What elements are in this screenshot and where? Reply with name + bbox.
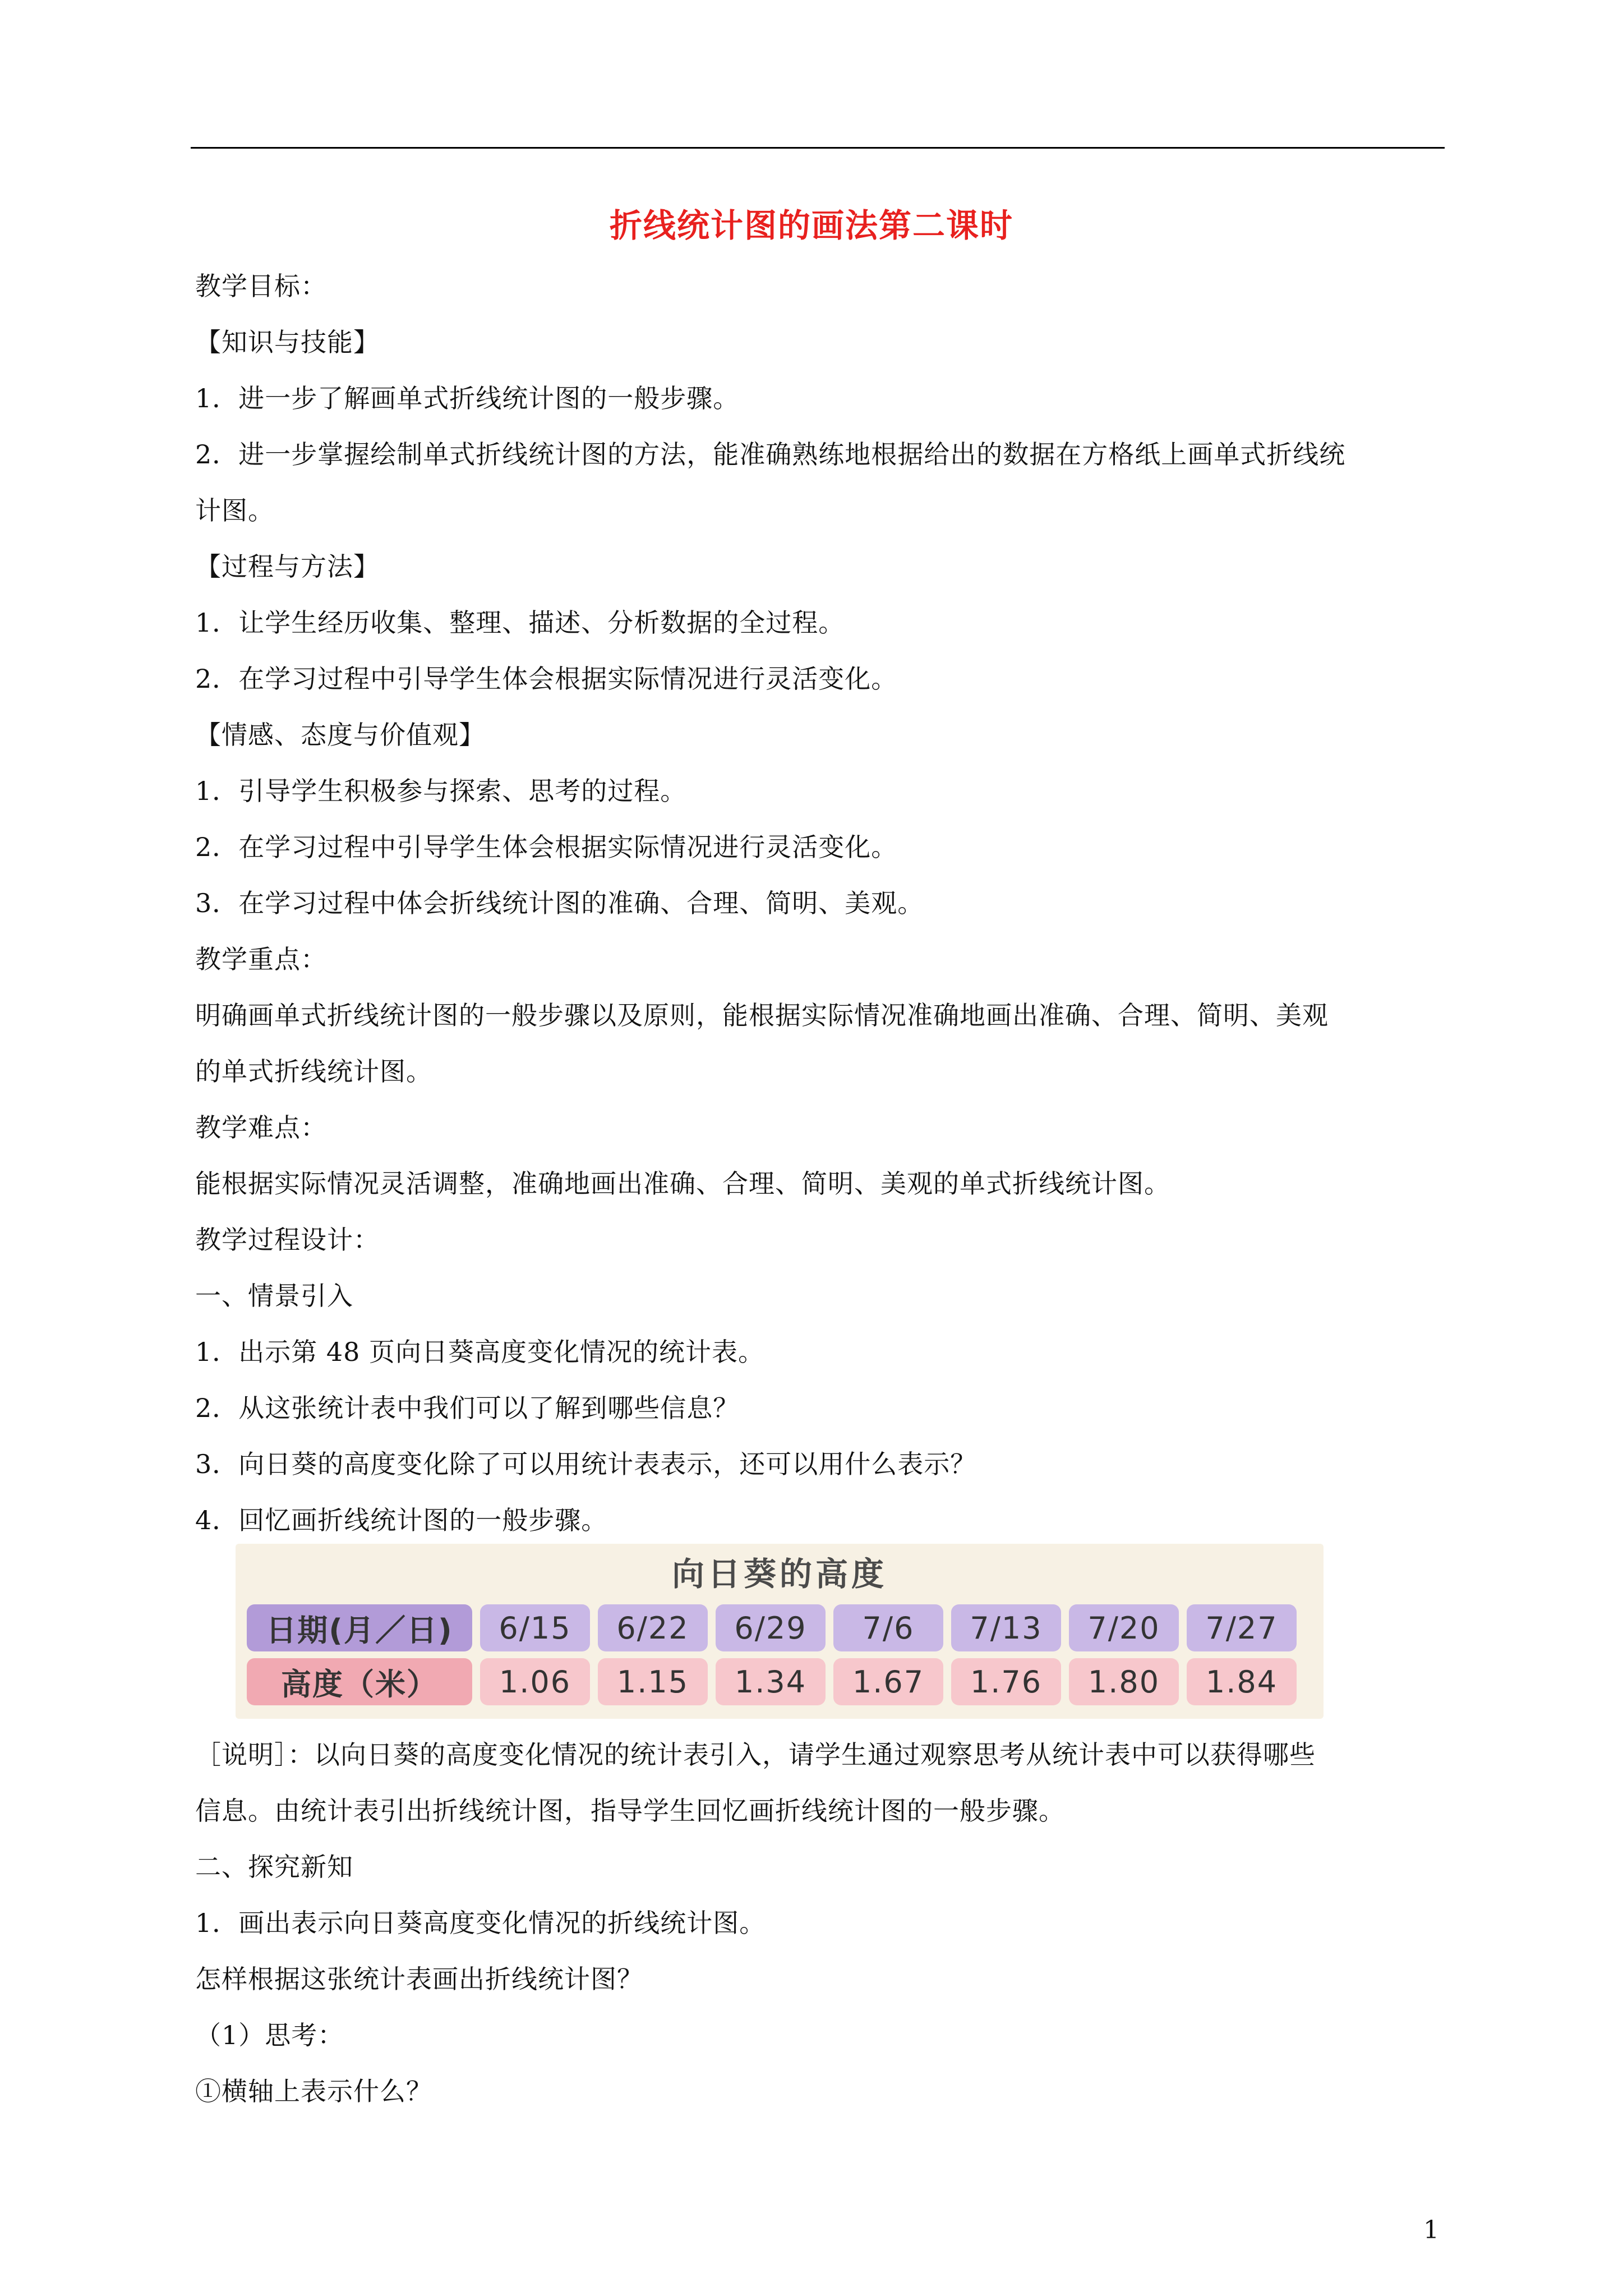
- height-cell: 1.34: [716, 1658, 826, 1705]
- text-line: 1．画出表示向日葵高度变化情况的折线统计图。: [195, 1908, 766, 1938]
- height-header: 高度（米）: [247, 1658, 472, 1705]
- text-line: 教学目标：: [195, 271, 327, 301]
- date-cell: 6/15: [480, 1604, 590, 1651]
- date-cell: 7/6: [833, 1604, 943, 1651]
- date-header: 日期(月／日): [247, 1604, 472, 1651]
- text-line: 一、情景引入: [195, 1281, 353, 1311]
- table-title: 向日葵的高度: [671, 1555, 887, 1593]
- document-title: 折线统计图的画法第二课时: [609, 206, 1013, 245]
- height-cell: 1.84: [1187, 1658, 1297, 1705]
- date-cell: 7/27: [1187, 1604, 1297, 1651]
- text-line: 计图。: [195, 495, 274, 526]
- date-cell: 7/20: [1069, 1604, 1179, 1651]
- text-line: 教学难点：: [195, 1112, 327, 1143]
- text-line: 怎样根据这张统计表画出折线统计图？: [195, 1964, 643, 1994]
- date-cell: 6/22: [598, 1604, 708, 1651]
- sunflower-height-table: [236, 1544, 1324, 1719]
- height-row: [247, 1658, 1297, 1705]
- text-line: ①横轴上表示什么？: [195, 2076, 432, 2106]
- text-line: 2．进一步掌握绘制单式折线统计图的方法，能准确熟练地根据给出的数据在方格纸上画单式折线统: [195, 439, 1346, 470]
- text-line: 2．在学习过程中引导学生体会根据实际情况进行灵活变化。: [195, 664, 898, 694]
- text-line: 3．在学习过程中体会折线统计图的准确、合理、简明、美观。: [195, 888, 924, 918]
- text-line: 3．向日葵的高度变化除了可以用统计表表示，还可以用什么表示？: [195, 1449, 977, 1479]
- text-line: 4．回忆画折线统计图的一般步骤。: [195, 1505, 608, 1535]
- height-cell: 1.06: [480, 1658, 590, 1705]
- text-line: 1．出示第 48 页向日葵高度变化情况的统计表。: [195, 1337, 765, 1367]
- height-cell: 1.76: [951, 1658, 1061, 1705]
- height-cell: 1.80: [1069, 1658, 1179, 1705]
- text-line: 信息。由统计表引出折线统计图，指导学生回忆画折线统计图的一般步骤。: [195, 1796, 1065, 1826]
- date-cell: 7/13: [951, 1604, 1061, 1651]
- text-line: 教学重点：: [195, 944, 327, 974]
- date-cell: 6/29: [716, 1604, 826, 1651]
- text-line: 1．进一步了解画单式折线统计图的一般步骤。: [195, 383, 740, 413]
- text-line: 2．在学习过程中引导学生体会根据实际情况进行灵活变化。: [195, 832, 898, 862]
- text-line: 1．引导学生积极参与探索、思考的过程。: [195, 776, 687, 806]
- date-row: [247, 1604, 1297, 1651]
- text-line: ［说明］：以向日葵的高度变化情况的统计表引入，请学生通过观察思考从统计表中可以获得哪些: [195, 1740, 1316, 1770]
- header-rule: [191, 147, 1445, 149]
- text-line: 二、探究新知: [195, 1852, 353, 1882]
- text-line: 2．从这张统计表中我们可以了解到哪些信息？: [195, 1393, 740, 1423]
- text-line: 【知识与技能】: [195, 327, 380, 357]
- page-number: 1: [1423, 2216, 1439, 2244]
- text-line: 能根据实际情况灵活调整，准确地画出准确、合理、简明、美观的单式折线统计图。: [195, 1168, 1170, 1199]
- text-line: 的单式折线统计图。: [195, 1056, 432, 1087]
- text-line: 明确画单式折线统计图的一般步骤以及原则，能根据实际情况准确地画出准确、合理、简明、美观: [195, 1000, 1329, 1030]
- text-line: （1）思考：: [195, 2020, 344, 2050]
- height-cell: 1.15: [598, 1658, 708, 1705]
- text-line: 【情感、态度与价值观】: [195, 720, 485, 750]
- text-line: 1．让学生经历收集、整理、描述、分析数据的全过程。: [195, 608, 845, 638]
- height-cell: 1.67: [833, 1658, 943, 1705]
- text-line: 教学过程设计：: [195, 1225, 380, 1255]
- text-line: 【过程与方法】: [195, 551, 380, 582]
